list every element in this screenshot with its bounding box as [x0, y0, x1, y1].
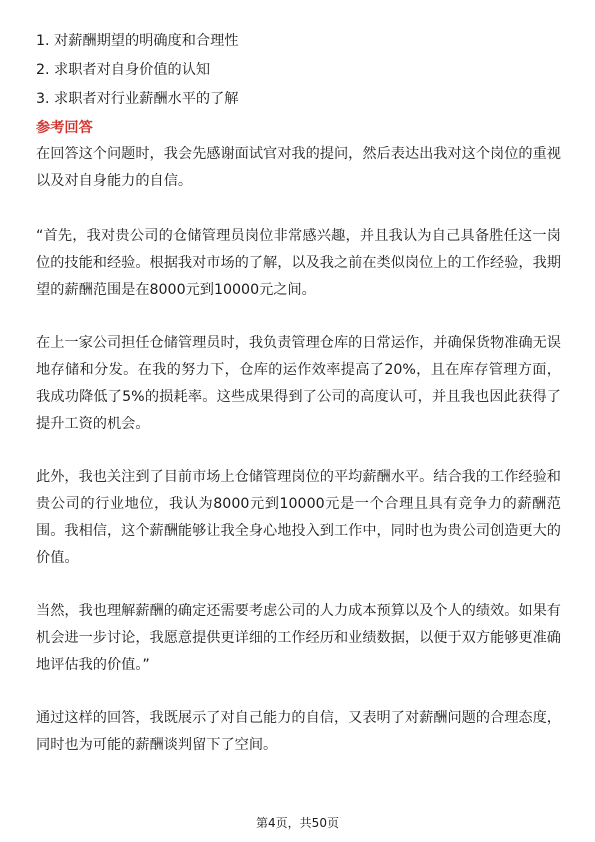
criteria-item-2: 2. 求职者对自身价值的认知 [36, 62, 211, 78]
page-content [36, 31, 561, 785]
answer-paragraph-summary: 通过这样的回答，我既展示了对自己能力的自信，又表明了对薪酬问题的合理态度，同时也为可能的薪酬谈判留下了空间。 [36, 710, 561, 753]
answer-paragraph-intro: 在回答这个问题时，我会先感谢面试官对我的提问，然后表达出我对这个岗位的重视以及对自身能力的自信。 [36, 146, 561, 189]
page-number-footer: 第4页，共50页 [256, 816, 339, 830]
answer-paragraph-negotiation: 当然，我也理解薪酬的确定还需要考虑公司的人力成本预算以及个人的绩效。如果有机会进一步讨论，我愿意提供更详细的工作经历和业绩数据，以便于双方能够更准确地评估我的价值。” [36, 603, 561, 673]
answer-paragraph-market: 此外，我也关注到了目前市场上仓储管理岗位的平均薪酬水平。结合我的工作经验和贵公司的行业地位，我认为8000元到10000元是一个合理且具有竞争力的薪酬范围。我相信，这个薪酬能够让我全身心地投入到工作中，同时也为贵公司创造更大的价值。 [36, 469, 561, 566]
answer-paragraph-expectation: “首先，我对贵公司的仓储管理员岗位非常感兴趣，并且我认为自己具备胜任这一岗位的技能和经验。根据我对市场的了解，以及我之前在类似岗位上的工作经验，我期望的薪酬范围是在8000元到10000元之间。 [36, 228, 561, 298]
answer-heading: 参考回答 [36, 120, 93, 136]
criteria-item-1: 1. 对薪酬期望的明确度和合理性 [36, 33, 239, 49]
criteria-item-3: 3. 求职者对行业薪酬水平的了解 [36, 91, 239, 107]
answer-paragraph-experience: 在上一家公司担任仓储管理员时，我负责管理仓库的日常运作，并确保货物准确无误地存储和分发。在我的努力下，仓库的运作效率提高了20%，且在库存管理方面，我成功降低了5%的损耗率。这些成果得到了公司的高度认可，并且我也因此获得了提升工资的机会。 [36, 335, 561, 432]
